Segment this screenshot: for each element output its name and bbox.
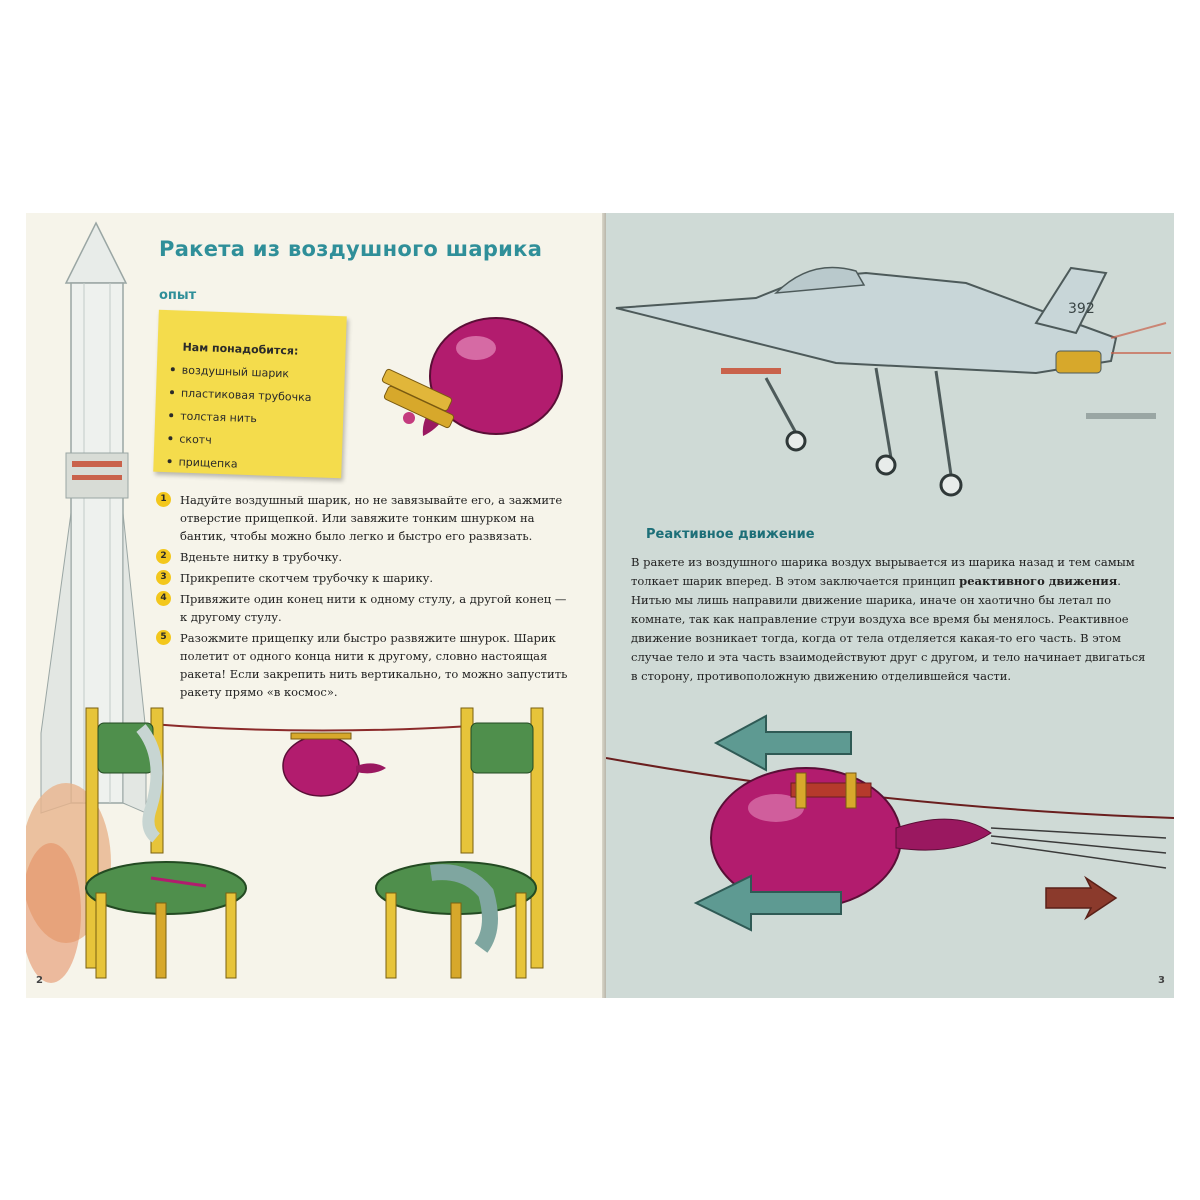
bullet-icon (170, 390, 174, 394)
balloon-with-clothespin-illustration (351, 308, 571, 458)
step-item (156, 548, 576, 566)
step-text: Надуйте воздушный шарик, но не завязывайте его, а зажмите отверстие прищепкой. Или завяжите тонким шнурком на бантик, чтобы можно было легко и быстро его развязать. (180, 493, 563, 543)
chairs-with-string-illustration (56, 698, 556, 988)
jet-tail-number: 392 (1068, 301, 1095, 317)
page-number: 2 (36, 975, 43, 986)
materials-item: толстая нить (169, 404, 311, 432)
materials-list (167, 358, 313, 478)
bullet-icon (171, 367, 175, 371)
bold-term: реактивного движения (959, 574, 1118, 588)
page-number: 3 (1158, 975, 1165, 986)
step-text: Вденьте нитку в трубочку. (180, 550, 343, 564)
step-number: 5 (156, 630, 171, 645)
step-text: Прикрепите скотчем трубочку к шарику. (180, 571, 434, 585)
materials-item: прищепка (167, 450, 309, 478)
step-item (156, 491, 576, 545)
step-number: 2 (156, 549, 171, 564)
step-text: Разожмите прищепку или быстро развяжите шнурок. Шарик полетит от одного конца нити к другому, словно настоящая ракета! Если закрепить нить вертикально, то можно запустить ракету прямо «в космос». (180, 631, 568, 699)
reactive-motion-illustration (606, 698, 1174, 998)
materials-item: воздушный шарик (170, 358, 312, 386)
step-text: Привяжите один конец нити к одному стулу, а другой конец — к другому стулу. (180, 592, 567, 624)
book-spread (26, 213, 1174, 998)
page-title: Ракета из воздушного шарика (159, 237, 543, 261)
materials-sticky-note (153, 310, 347, 478)
section-title: Реактивное движение (646, 527, 815, 542)
materials-item: пластиковая трубочка (170, 381, 312, 409)
bullet-icon (168, 459, 172, 463)
step-number: 3 (156, 570, 171, 585)
left-page (26, 213, 604, 998)
step-item (156, 590, 576, 626)
step-item (156, 629, 576, 701)
materials-item: скотч (168, 427, 310, 455)
step-number: 4 (156, 591, 171, 606)
section-subheading: опыт (159, 288, 197, 303)
materials-heading: Нам понадобится: (182, 340, 299, 358)
bullet-icon (169, 413, 173, 417)
explanation-paragraph: В ракете из воздушного шарика воздух вырывается из шарика назад и тем самым толкает шарик вперед. В этом заключается принцип реактивного движения. Нитью мы лишь направили движение шарика, иначе он хаотично бы летал по комнате, так как направление струи воздуха все время бы менялось. Реактивное движение возникает тогда, когда от тела отделяется какая-то его часть. В этом случае тело и эта часть взаимодействуют друг с другом, и тело начинает двигаться в сторону, противоположную движению отделившейся части. (631, 555, 1146, 683)
step-number: 1 (156, 492, 171, 507)
right-page (606, 213, 1174, 998)
instruction-steps (156, 491, 576, 704)
jet-fighter-illustration (606, 213, 1174, 513)
bullet-icon (168, 436, 172, 440)
step-item (156, 569, 576, 587)
